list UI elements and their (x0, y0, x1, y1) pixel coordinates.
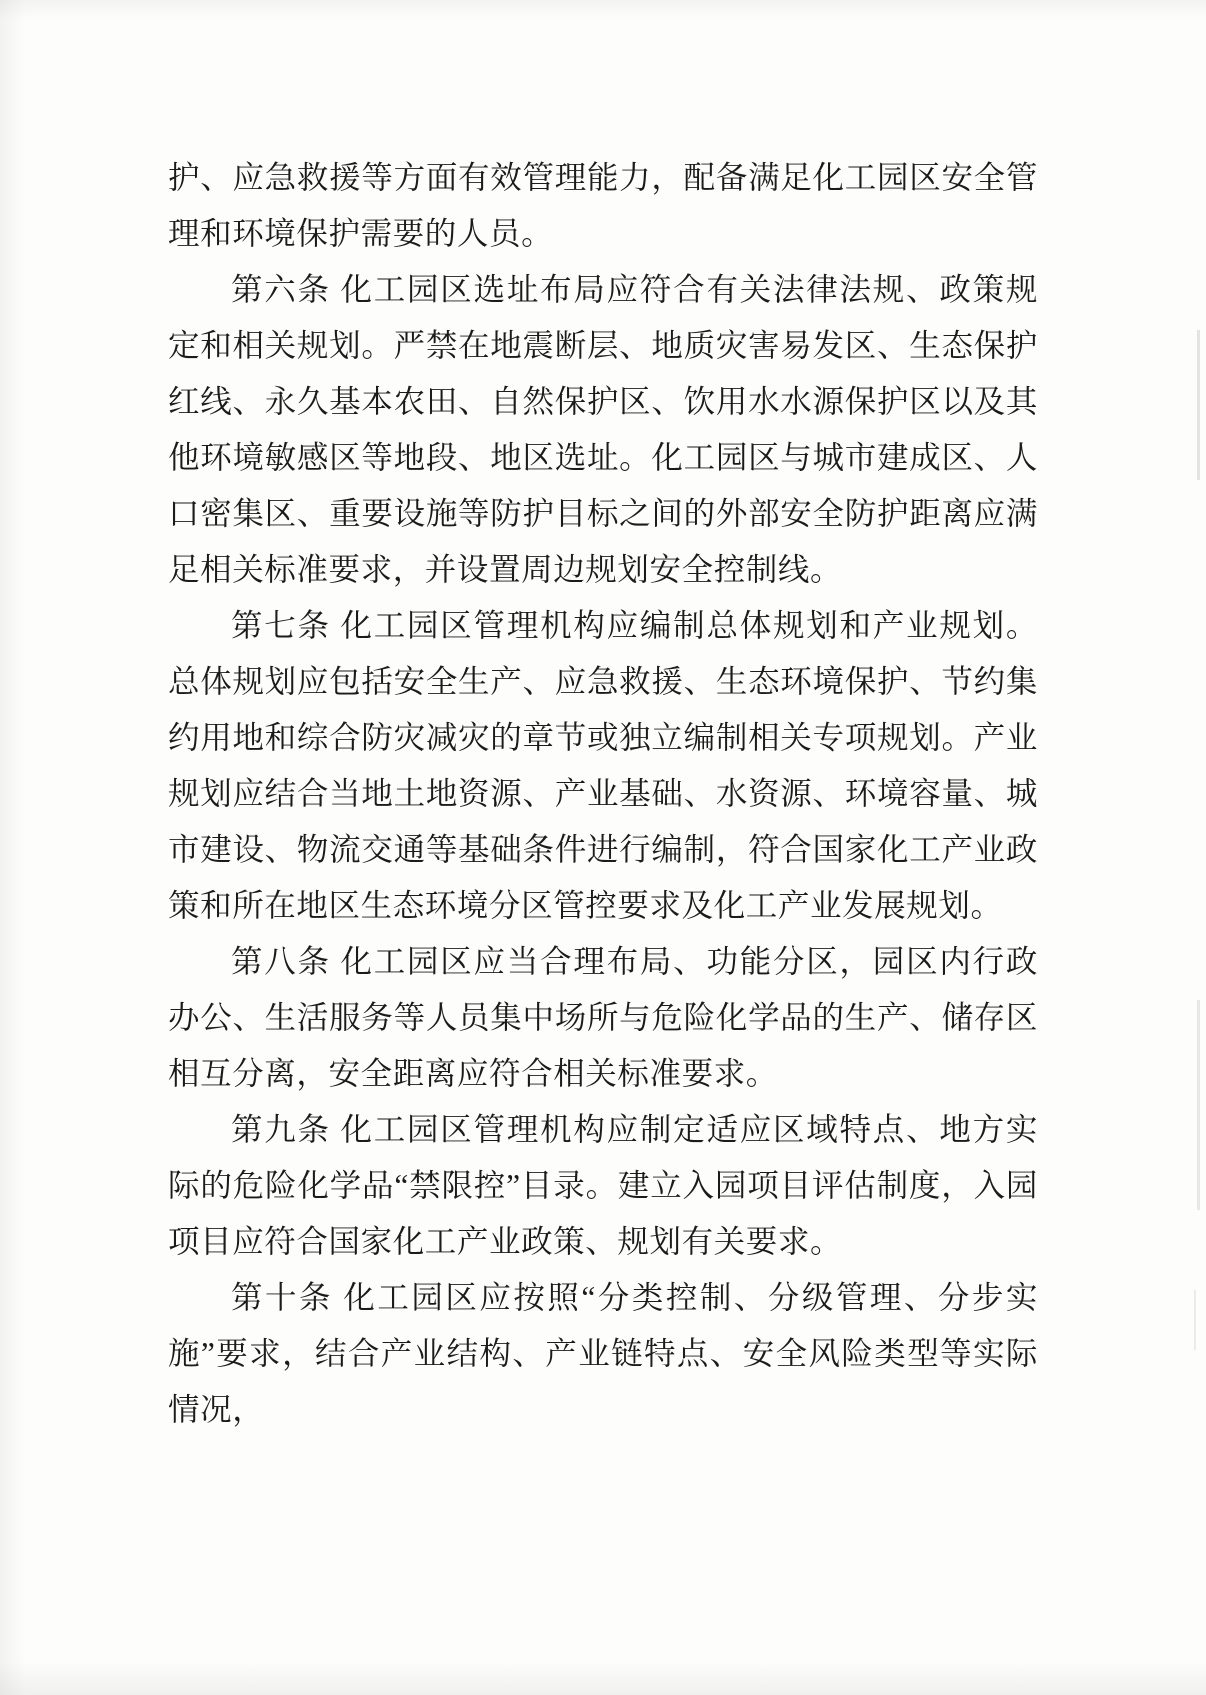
document-body (168, 150, 1038, 1438)
paragraph-article-9: 第九条 化工园区管理机构应制定适应区域特点、地方实际的危险化学品“禁限控”目录。建立入园项目评估制度，入园项目应符合国家化工产业政策、规划有关要求。 (168, 1112, 1038, 1259)
scan-artifact (1194, 1290, 1196, 1350)
scan-artifact (1197, 330, 1200, 480)
paragraph-article-6: 第六条 化工园区选址布局应符合有关法律法规、政策规定和相关规划。严禁在地震断层、地质灾害易发区、生态保护红线、永久基本农田、自然保护区、饮用水水源保护区以及其他环境敏感区等地段、地区选址。化工园区与城市建成区、人口密集区、重要设施等防护目标之间的外部安全防护距离应满足相关标准要求，并设置周边规划安全控制线。 (168, 272, 1038, 587)
paragraph-article-8: 第八条 化工园区应当合理布局、功能分区，园区内行政办公、生活服务等人员集中场所与危险化学品的生产、储存区相互分离，安全距离应符合相关标准要求。 (168, 944, 1038, 1091)
paragraph-continuation: 护、应急救援等方面有效管理能力，配备满足化工园区安全管理和环境保护需要的人员。 (168, 160, 1038, 251)
page-top-shadow (0, 0, 1206, 20)
page-bottom-shadow (0, 1661, 1206, 1695)
scan-artifact (1197, 1000, 1200, 1210)
paragraph-article-7: 第七条 化工园区管理机构应编制总体规划和产业规划。总体规划应包括安全生产、应急救援、生态环境保护、节约集约用地和综合防灾减灾的章节或独立编制相关专项规划。产业规划应结合当地土地资源、产业基础、水资源、环境容量、城市建设、物流交通等基础条件进行编制，符合国家化工产业政策和所在地区生态环境分区管控要求及化工产业发展规划。 (168, 608, 1038, 923)
page-text-block (168, 150, 1038, 1438)
page-left-shadow (0, 0, 26, 1695)
paragraph-article-10: 第十条 化工园区应按照“分类控制、分级管理、分步实施”要求，结合产业结构、产业链特点、安全风险类型等实际情况， (168, 1280, 1038, 1427)
